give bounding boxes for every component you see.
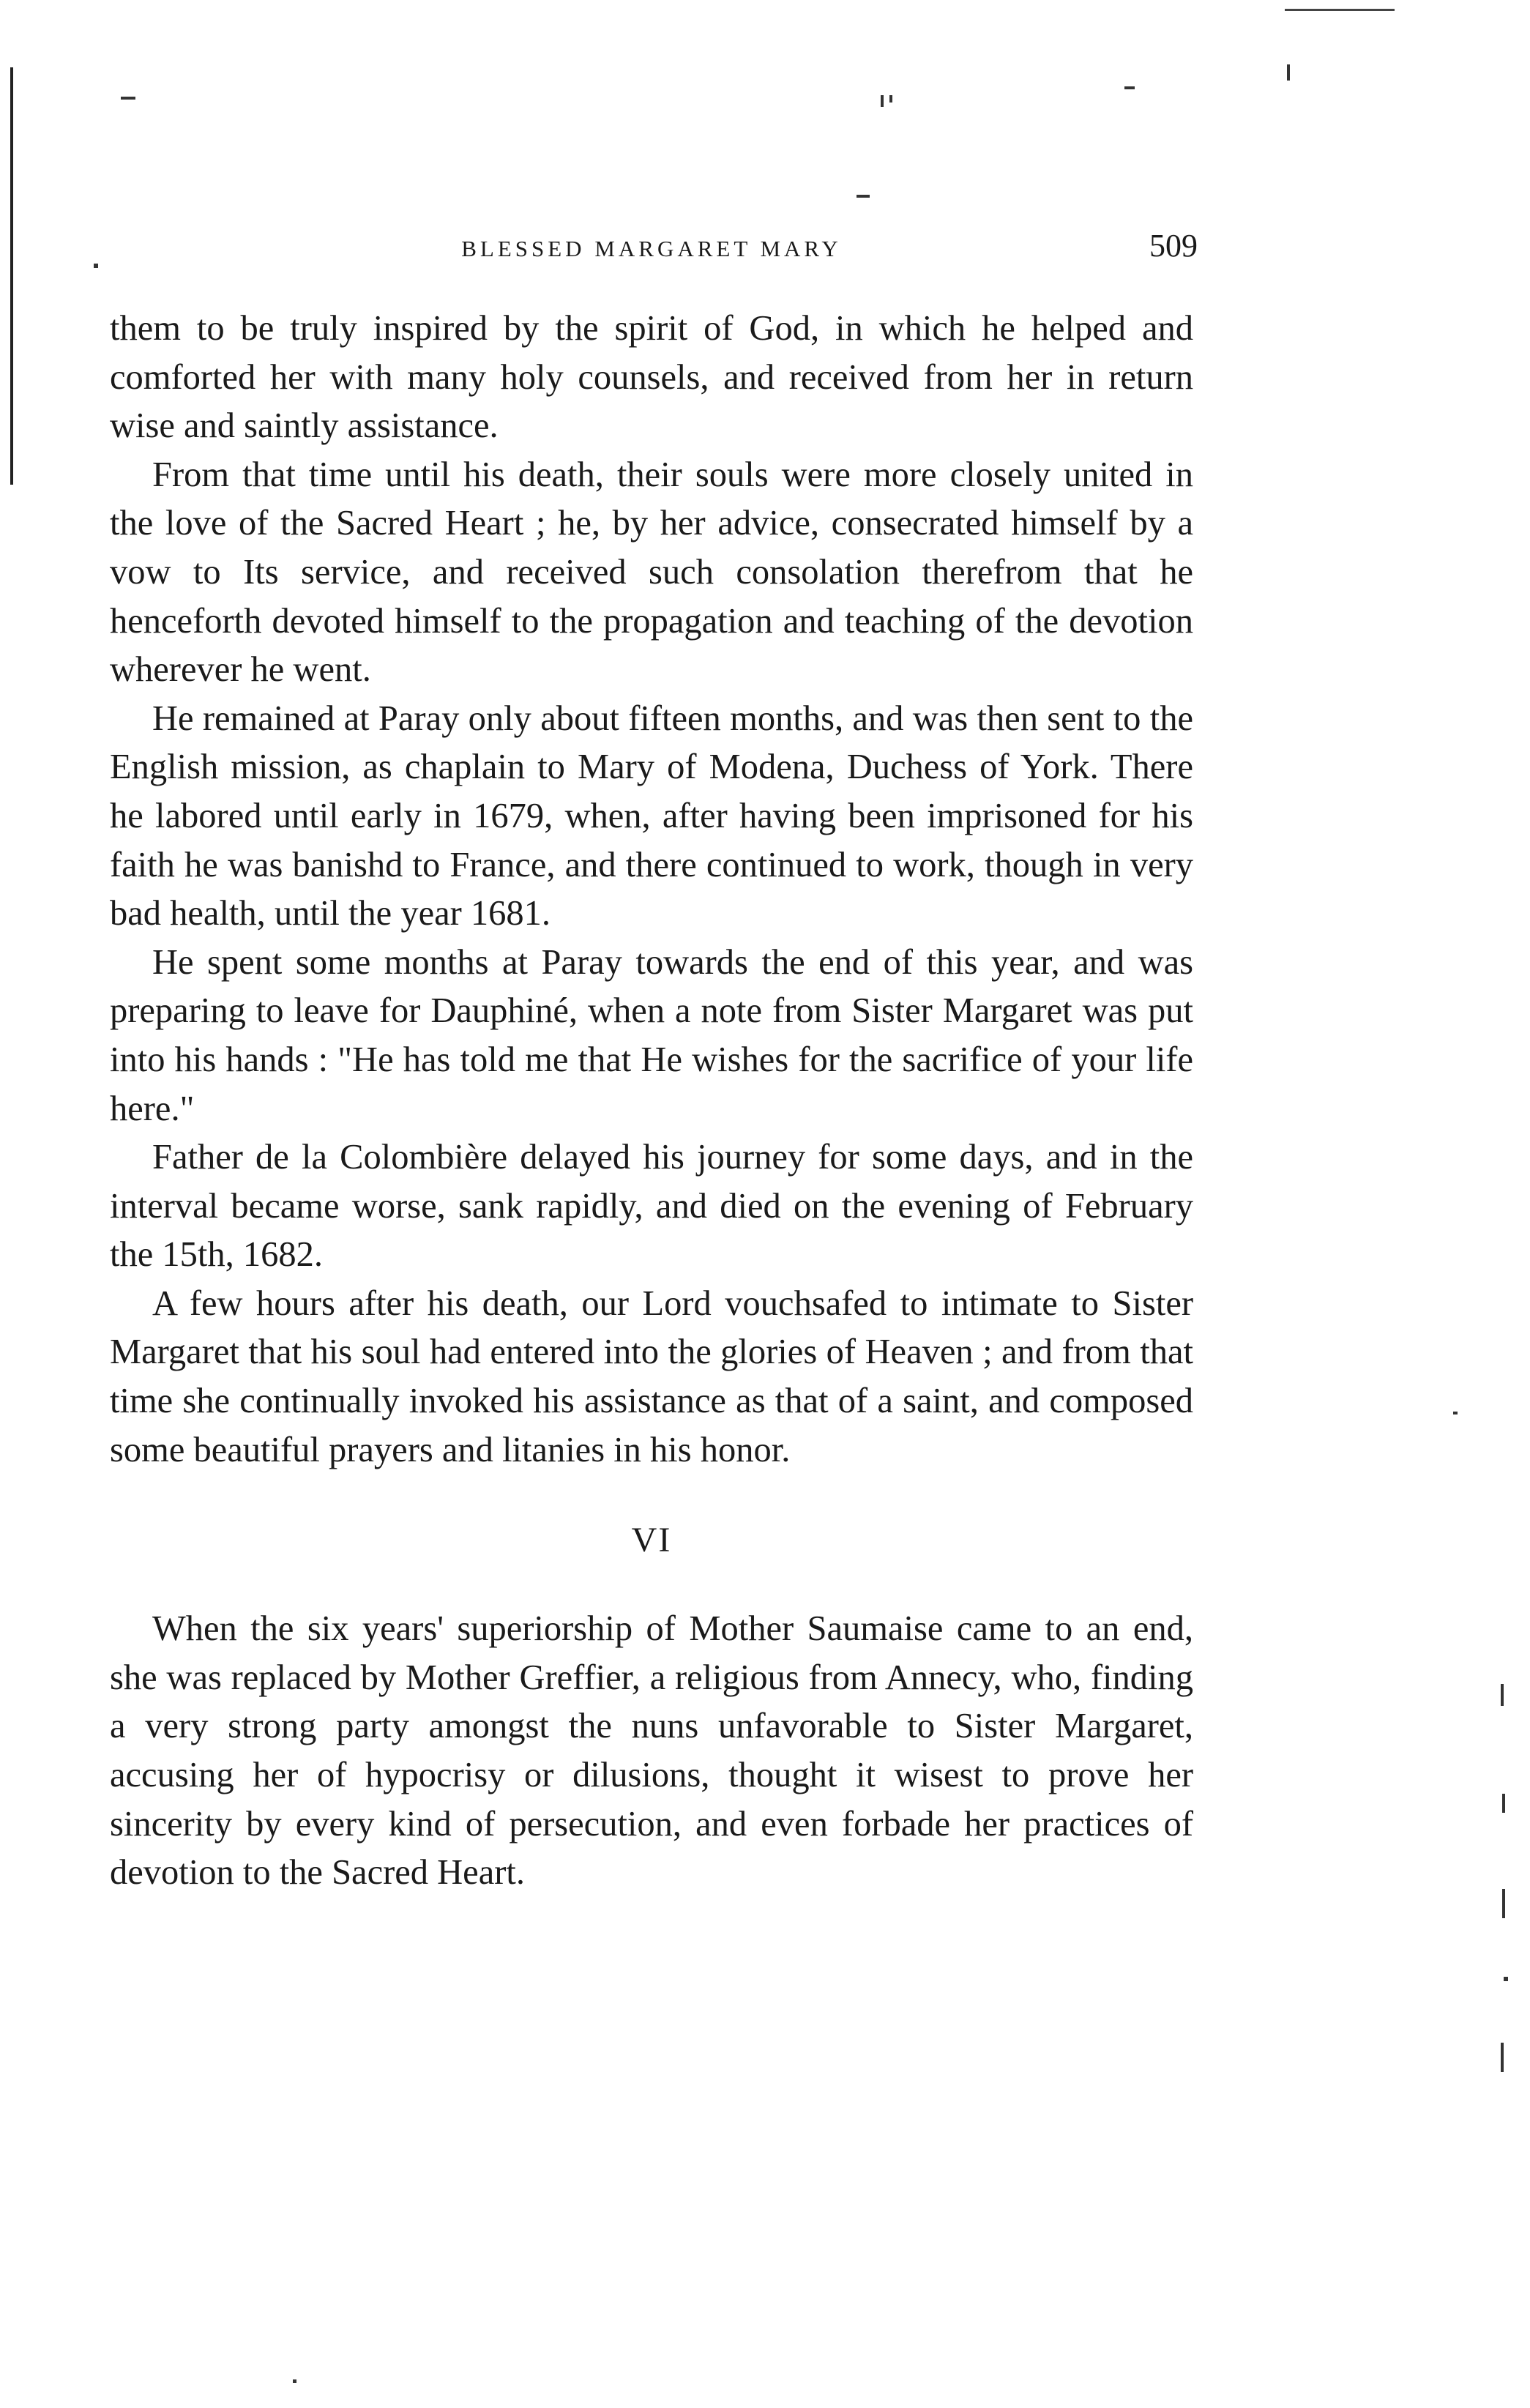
scan-speck — [1502, 1794, 1505, 1813]
running-header — [110, 224, 1198, 268]
body-paragraph: He spent some months at Paray towards the end of this year, and was preparing to leave for Dauphiné, when a note from Sister Margaret was put into his hands : "He has told me that He wishes for the sacrifice of your life here." — [110, 942, 1193, 1128]
scan-speck — [1501, 1684, 1504, 1706]
scan-speck — [1287, 64, 1290, 81]
page-number: 509 — [1149, 228, 1198, 264]
scan-speck — [857, 195, 870, 198]
scan-top-rule — [1285, 9, 1395, 11]
scan-speck — [1502, 1889, 1505, 1918]
book-page — [110, 224, 1198, 1898]
scan-edge-line — [10, 67, 13, 485]
section-heading: VI — [631, 1521, 672, 1560]
scan-speck — [889, 95, 892, 102]
body-paragraph: When the six years' superiorship of Mother Saumaise came to an end, she was replaced by Mother Greffier, a religious from Annecy, who, finding a very strong party amongst the nuns unfavorable to Sister Margaret, accusing her of hypocrisy or dilusions, thought it wisest to prove her sincerity by every kind of persecution, and even forbade her practices of devotion to the Sacred Heart. — [110, 1609, 1193, 1893]
body-paragraph: From that time until his death, their souls were more closely united in the love of the Sacred Heart ; he, by her advice, consecrated himself by a vow to Its service, and received such consolation therefrom that he henceforth devoted himself to the propagation and teaching of the devotion wherever he went. — [110, 455, 1193, 690]
body-paragraph: He remained at Paray only about fifteen months, and was then sent to the English mission, as chaplain to Mary of Modena, Duchess of York. There he labored until early in 1679, when, after having been imprisoned for his faith he was banishd to France, and there continued to work, though in very bad health, until the year 1681. — [110, 698, 1193, 933]
body-paragraph: them to be truly inspired by the spirit of God, in which he helped and comforted her with many holy counsels, and received from her in return wise and saintly assistance. — [110, 309, 1193, 446]
running-title: BLESSED MARGARET MARY — [461, 236, 842, 261]
body-paragraph: Father de la Colombière delayed his journey for some days, and in the interval became worse, sank rapidly, and died on the evening of February the 15th, 1682. — [110, 1138, 1193, 1275]
scan-speck — [1453, 1412, 1458, 1414]
scan-speck — [94, 264, 98, 268]
scan-speck — [881, 95, 884, 107]
scan-speck — [1501, 2043, 1504, 2072]
scan-speck — [293, 2379, 296, 2383]
scan-speck — [1124, 86, 1135, 89]
body-paragraph: A few hours after his death, our Lord vouchsafed to intimate to Sister Margaret that his soul had entered into the glories of Heaven ; and from that time she continually invoked his assistance as that of a saint, and composed some beautiful prayers and litanies in his honor. — [110, 1283, 1193, 1469]
scan-speck — [1504, 1977, 1508, 1981]
scan-speck — [121, 97, 135, 100]
